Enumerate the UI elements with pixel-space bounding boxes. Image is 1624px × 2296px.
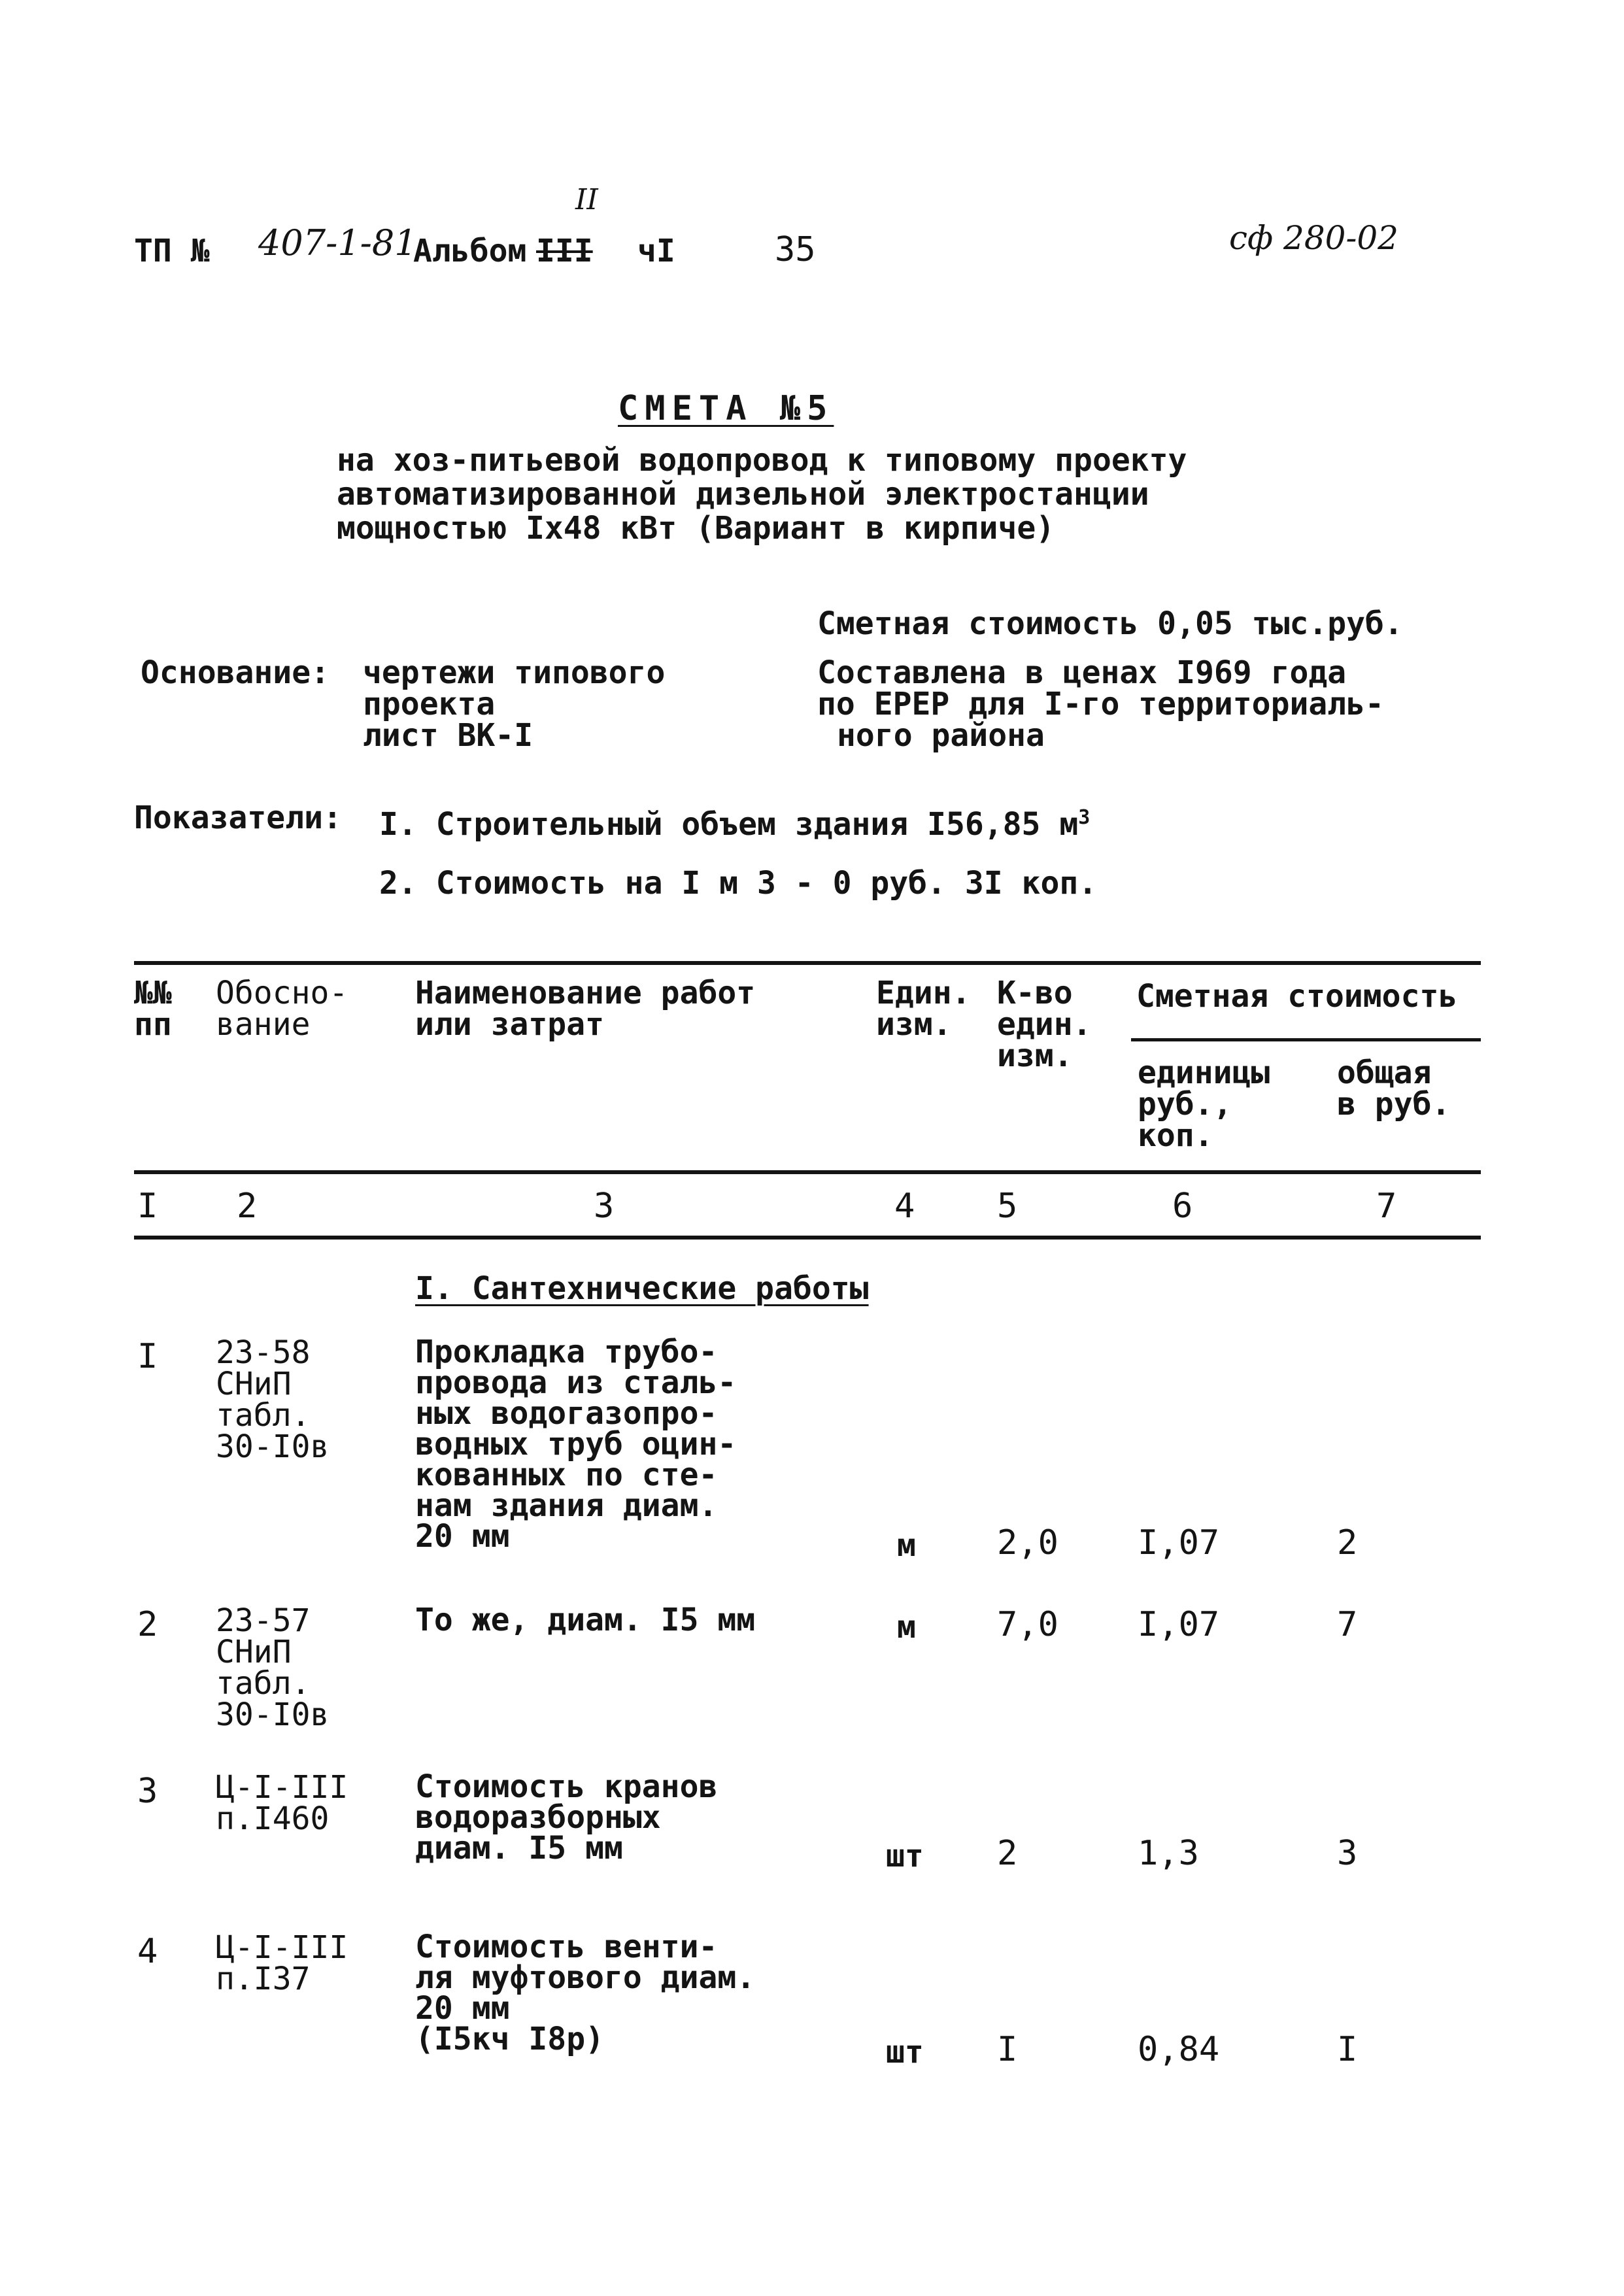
row-unit-cost: 0,84 xyxy=(1138,2030,1220,2069)
basis-line-3: лист ВК-I xyxy=(363,717,533,754)
row-unit-cost: I,07 xyxy=(1138,1605,1220,1644)
row-unit: шт xyxy=(886,2034,924,2070)
cost-subheader-rule xyxy=(1131,1038,1481,1041)
table-top-rule xyxy=(134,961,1481,965)
title-line-2: автоматизированной дизельной электростанции xyxy=(337,476,1149,513)
indicator-1-sup: 3 xyxy=(1078,806,1091,829)
row-qty: 2,0 xyxy=(997,1523,1058,1562)
album-numeral-written: II xyxy=(575,183,598,216)
row-unit: м xyxy=(897,1609,916,1646)
doc-code: сф 280-02 xyxy=(1229,219,1398,257)
estimated-cost: Сметная стоимость 0,05 тыс.руб. xyxy=(817,605,1403,642)
header-basis: Обосно- вание xyxy=(216,975,348,1043)
composed-line-2: по ЕРЕР для I-го территориаль- xyxy=(817,686,1384,722)
basis-line-1: чертежи типового xyxy=(363,654,666,691)
tp-number: 407-1-81 xyxy=(258,222,417,263)
row-name: Прокладка трубо- провода из сталь- ных водогазопро- водных труб оцин- кованных по сте- нам здания диам. 20 мм xyxy=(415,1334,737,1555)
row-unit-cost: 1,3 xyxy=(1138,1834,1199,1873)
colnum-7: 7 xyxy=(1376,1187,1397,1226)
indicators-label: Показатели: xyxy=(134,800,342,836)
row-qty: 2 xyxy=(997,1834,1018,1873)
title-line-3: мощностью Iх48 кВт (Вариант в кирпиче) xyxy=(337,510,1055,547)
section-title: I. Сантехнические работы xyxy=(415,1270,869,1307)
row-num: 2 xyxy=(137,1605,158,1644)
basis-line-2: проекта xyxy=(363,686,496,722)
header-total-cost: общая в руб. xyxy=(1337,1055,1451,1123)
page-number: 35 xyxy=(775,230,816,269)
row-unit: шт xyxy=(886,1838,924,1874)
row-total: 7 xyxy=(1337,1605,1358,1644)
row-total: 2 xyxy=(1337,1523,1358,1562)
colnum-2: 2 xyxy=(237,1187,258,1226)
composed-line-1: Составлена в ценах I969 года xyxy=(817,654,1347,691)
indicator-2: 2. Стоимость на I м 3 - 0 руб. 3I коп. xyxy=(379,865,1098,902)
row-qty: 7,0 xyxy=(997,1605,1058,1644)
row-basis: 23-57 СНиП табл. 30-I0в xyxy=(216,1602,330,1733)
header-cost: Сметная стоимость xyxy=(1136,978,1458,1015)
header-unit-cost: единицы руб., коп. xyxy=(1138,1055,1270,1154)
colnum-4: 4 xyxy=(894,1187,915,1226)
header-name: Наименование работ или затрат xyxy=(415,975,756,1043)
row-num: I xyxy=(137,1337,158,1376)
estimate-heading: СМЕТА №5 xyxy=(618,389,834,428)
row-total: 3 xyxy=(1337,1834,1358,1873)
row-total: I xyxy=(1337,2030,1358,2069)
basis-label: Основание: xyxy=(141,654,330,691)
row-basis: 23-58 СНиП табл. 30-I0в xyxy=(216,1334,330,1465)
row-name: То же, диам. I5 мм xyxy=(415,1602,756,1638)
album-numeral-struck: III xyxy=(536,233,593,269)
row-basis: Ц-I-III п.I37 xyxy=(216,1929,348,1997)
row-num: 3 xyxy=(137,1772,158,1811)
header-qty: К-во един. изм. xyxy=(997,975,1092,1074)
row-num: 4 xyxy=(137,1932,158,1971)
composed-line-3: ного района xyxy=(837,717,1045,754)
row-name: Стоимость кранов водоразборных диам. I5 мм xyxy=(415,1768,718,1866)
row-qty: I xyxy=(997,2030,1018,2069)
colnum-3: 3 xyxy=(594,1187,615,1226)
tp-label: ТП № xyxy=(134,233,210,269)
header-bottom-rule xyxy=(134,1170,1481,1174)
header-unit: Един. изм. xyxy=(876,975,971,1043)
title-line-1: на хоз-питьевой водопровод к типовому проекту xyxy=(337,442,1187,479)
colnum-1: I xyxy=(137,1187,158,1226)
row-unit-cost: I,07 xyxy=(1138,1523,1220,1562)
column-numbers-rule xyxy=(134,1236,1481,1240)
row-basis: Ц-I-III п.I460 xyxy=(216,1769,348,1837)
colnum-5: 5 xyxy=(997,1187,1018,1226)
album-label: Альбом xyxy=(413,233,527,269)
row-name: Стоимость венти- ля муфтового диам. 20 мм (I5кч I8р) xyxy=(415,1929,756,2057)
part-label: чI xyxy=(637,233,675,269)
header-num: №№ пп xyxy=(134,975,172,1043)
indicator-1: I. Строительный объем здания I56,85 $м^3$ xyxy=(379,806,1091,843)
row-unit: м xyxy=(897,1527,916,1564)
colnum-6: 6 xyxy=(1172,1187,1193,1226)
